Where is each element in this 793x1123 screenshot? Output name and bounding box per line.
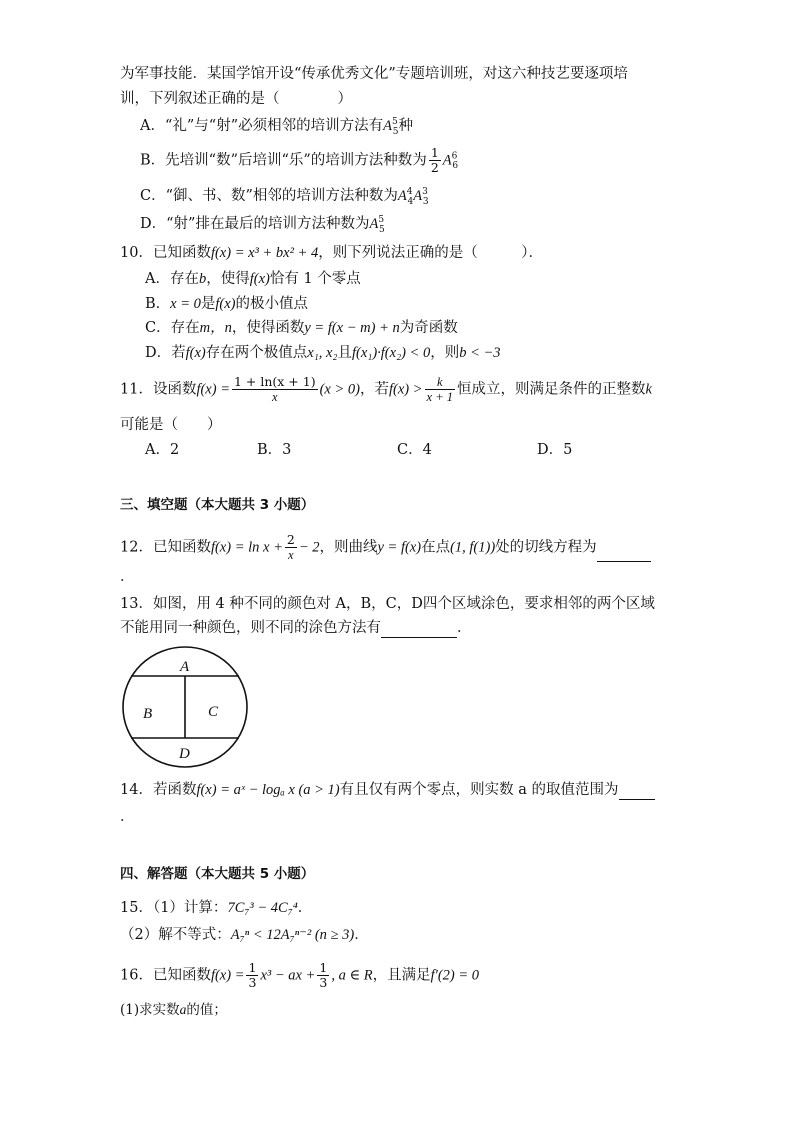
q12-fraction: $\frac{2}{x}$ [286,532,295,562]
q11-option-b: B．3 [257,442,292,458]
q10-option-d: D．若f(x)存在两个极值点x₁, x₂且f(x₁)·f(x₂) < 0，则b < −3 [145,345,501,361]
q9-option-c: C．“御、书、数”相邻的培训方法种数为$A^4_4A^3_3$ [140,187,429,207]
q16-sub1: (1)求实数a的值； [120,1002,227,1018]
q10-option-c: C．存在m，n，使得函数y = f(x − m) + n为奇函数 [145,320,458,336]
q11-line2: 可能是（ ） [120,417,222,433]
q9-option-d: D．“射”排在最后的培训方法种数为$A^5_5$ [140,215,385,235]
q11-option-c: C．4 [397,442,432,458]
q14-period: ． [120,809,135,825]
q13-line2: 不能用同一种颜色，则不同的涂色方法有 ． [120,620,472,636]
q9-line1: 为军事技能．某国学馆开设“传承优秀文化”专题培训班，对这六种技艺要逐项培 [120,66,628,82]
q13-line1: 13．如图，用 4 种不同的颜色对 A，B，C，D四个区域涂色，要求相邻的两个区域 [120,596,655,612]
q15-part1: 15．（1）计算：7C₇³ − 4C₇⁴． [120,900,313,916]
q16-stem: 16．已知函数f(x) = $\frac{1}{3}$ x³ − ax + $\frac{1}{3}$ , a ∈ R，且满足f′(2) = 0 [120,960,480,990]
q11-f-fraction: $\frac{1 + \ln(x + 1)}{x}$ [233,374,316,404]
q9-b-fraction: $\frac{1}{2}$ [430,145,439,175]
q11-options [145,440,572,460]
q12-stem: 12．已知函数f(x) = ln x + $\frac{2}{x}$ − 2，则曲线y = f(x)在点(1, f(1))处的切线方程为 [120,533,651,562]
q11-option-a: A．2 [145,442,180,458]
q9-option-a: A．“礼”与“射”必须相邻的培训方法有$A^5_5$种 [140,117,413,137]
section-4-title: 四、解答题（本大题共 5 小题） [120,866,315,882]
q13-label-d: D [179,746,190,762]
section-3-title: 三、填空题（本大题共 3 小题） [120,497,315,513]
q13-answer-blank[interactable] [381,622,457,638]
q14-stem: 14．若函数f(x) = aˣ − logₐ x (a > 1)有且仅有两个零点，则实数 a 的取值范围为 [120,780,655,800]
q12-period: ． [120,569,135,585]
q11-stem: 11．设函数f(x) = $\frac{1 + \ln(x + 1)}{x}$ (x > 0)，若f(x) > $\frac{k}{x + 1}$ 恒成立，则满足条件的正整数k [120,374,652,404]
q16-fraction-1: $\frac{1}{3}$ [248,960,257,990]
q13-label-b: B [143,706,153,722]
q10-option-a: A．存在b，使得f(x)恰有 1 个零点 [145,271,361,287]
q13-region-diagram [120,646,252,770]
q11-k-fraction: $\frac{k}{x + 1}$ [426,375,453,404]
q10-stem: 10．已知函数f(x) = x³ + bx² + 4，则下列说法正确的是（ ）． [120,245,543,261]
q16-fraction-2: $\frac{1}{3}$ [319,960,328,990]
q13-label-a: A [180,659,190,675]
q15-part2: （2）解不等式：A₇ⁿ < 12A₇ⁿ⁻² (n ≥ 3)． [120,927,369,943]
q10-option-b: B．x = 0是f(x)的极小值点 [145,296,309,312]
q9-option-b: B．先培训“数”后培训“乐”的培训方法种数为 $\frac{1}{2}$ $A^6_6$ [140,145,459,175]
q12-answer-blank[interactable] [597,546,651,562]
q9-line2: 训，下列叙述正确的是（ ） [120,91,352,107]
q11-option-d: D．5 [537,442,573,458]
q14-answer-blank[interactable] [619,784,655,800]
q13-label-c: C [208,704,219,720]
